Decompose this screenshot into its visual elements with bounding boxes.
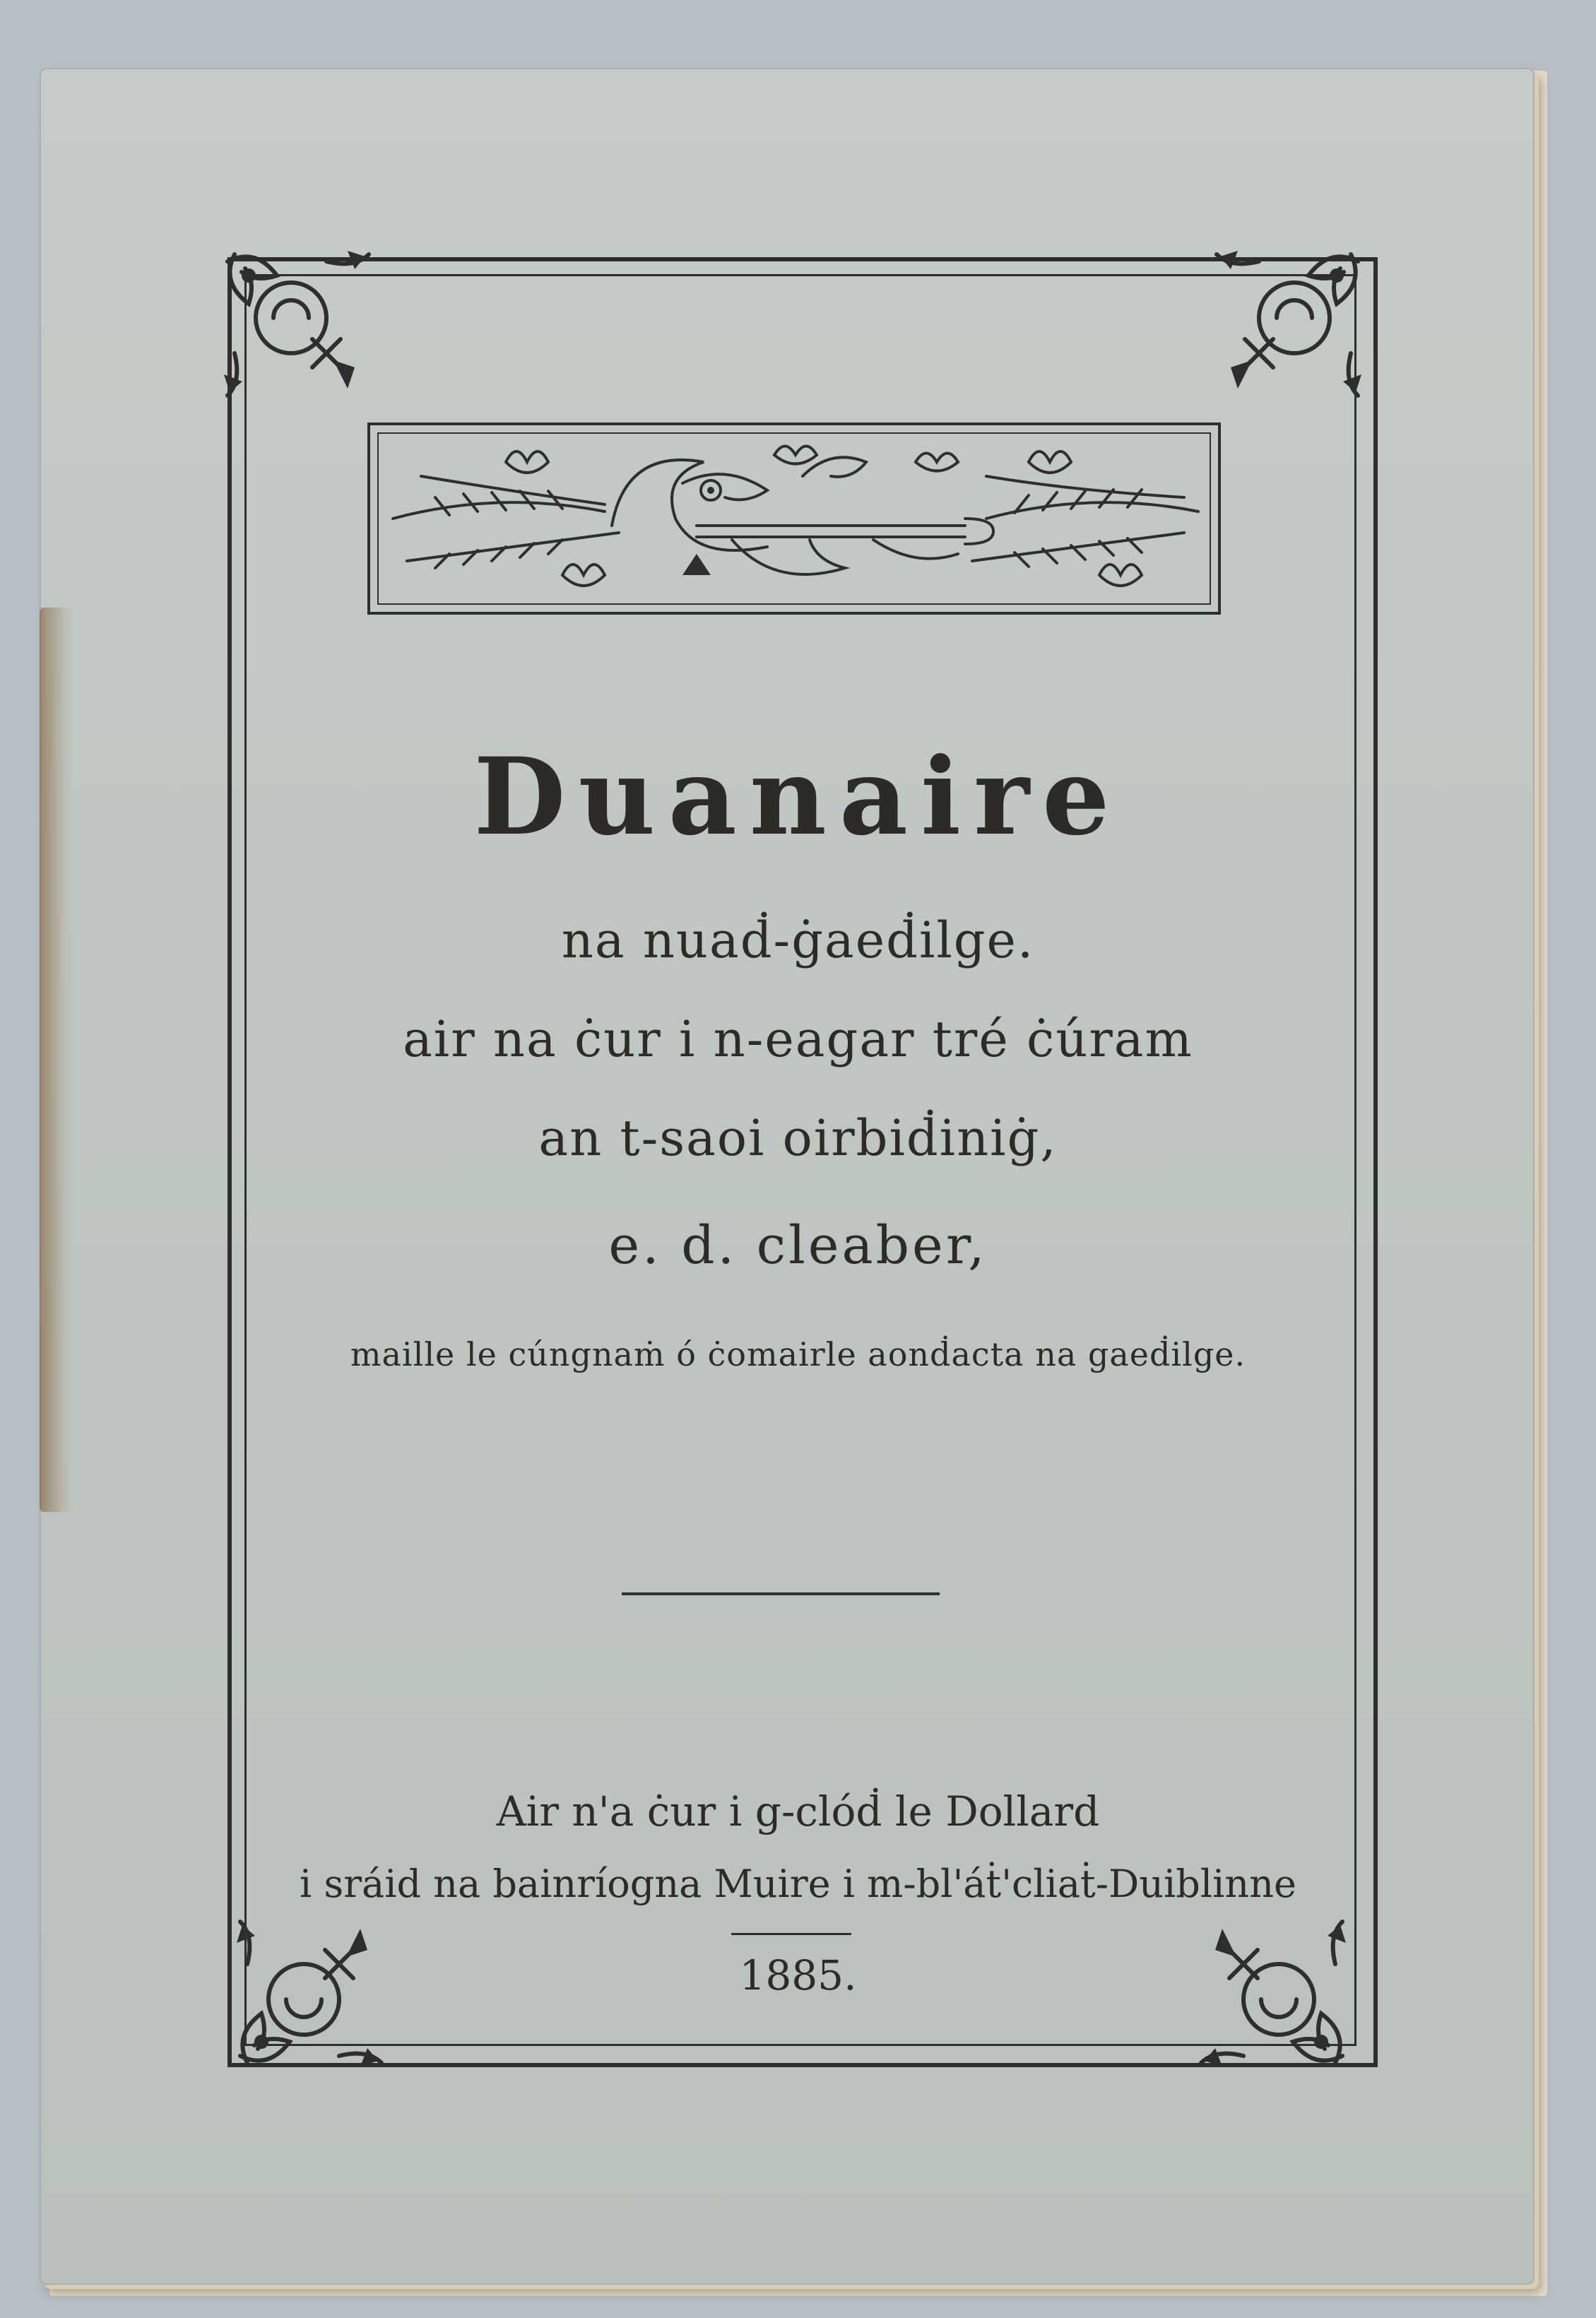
corner-ornament-icon-bottom-left: [219, 1915, 389, 2084]
editor-name: e. d. cleaber,: [608, 1215, 988, 1276]
publication-year: 1885.: [739, 1951, 857, 1999]
dragon-foliage-icon: [377, 432, 1211, 605]
imprint-line-1: Air n'a ċur i g-clóḋ le Dollard: [496, 1787, 1100, 1835]
subtitle-line-1: na nuaḋ-ġaeḋilge.: [561, 911, 1035, 969]
header-vignette-panel: [367, 422, 1221, 615]
corner-ornament-icon-top-right: [1210, 233, 1379, 403]
corner-ornament-icon-top-left: [206, 233, 376, 403]
book-title: Duanaire: [473, 735, 1123, 859]
year-divider-rule: [731, 1933, 851, 1935]
imprint-line-2: i sráid na bainríogna Muire i m-bl'áṫ'cliaṫ-Duiblinne: [300, 1862, 1296, 1906]
divider-rule: [622, 1592, 940, 1595]
subtitle-line-2: air na ċur i n-eagar tré ċúram: [403, 1010, 1193, 1068]
assistance-credit: maille le cúngnaṁ ó ċomairle aonḋacta na gaeḋilge.: [350, 1335, 1246, 1373]
subtitle-line-3: an t-saoi oirbiḋiniġ,: [538, 1109, 1058, 1167]
corner-ornament-icon-bottom-right: [1194, 1915, 1364, 2084]
